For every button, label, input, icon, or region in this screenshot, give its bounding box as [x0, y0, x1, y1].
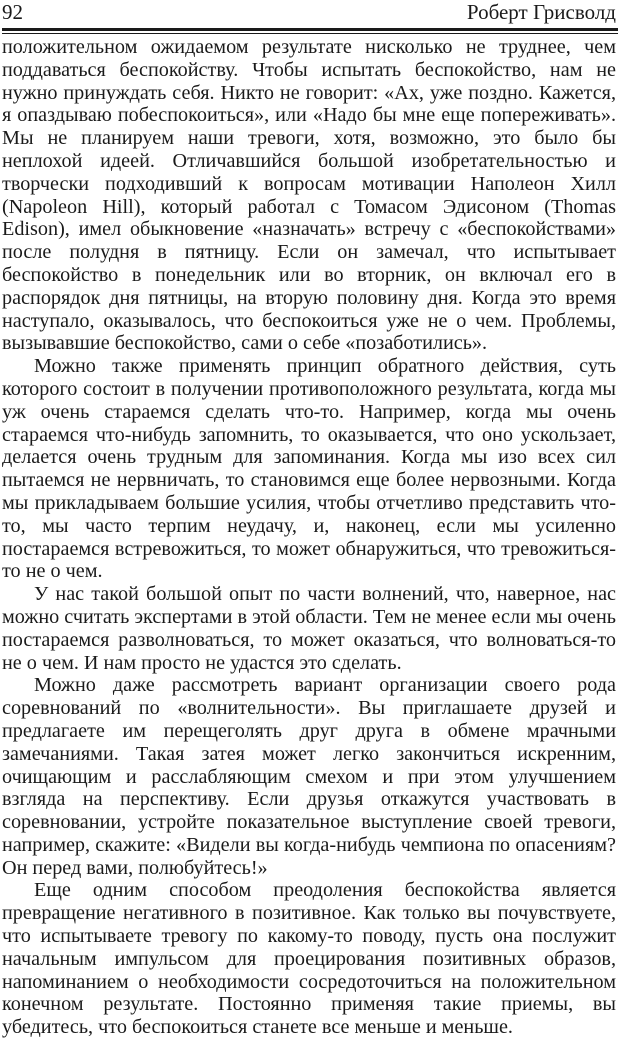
page-number: 92 [2, 0, 23, 24]
paragraph: У нас такой большой опыт по части волнений, что, наверное, нас можно считать экспертами в этой области. Тем не менее если мы очень постараемся разволноваться, то может оказаться, что волноваться-то не о чем. И нам просто не удастся это сделать. [2, 583, 616, 674]
paragraph: Еще одним способом преодоления беспокойства является превращение негативного в позитивное. Как только вы почувствуете, что испытываете тревогу по какому-то поводу, пусть она послужит начальным импульсом для проецирования позитивных образов, напоминанием о необходимости сосредоточиться на положительном конечном результате. Постоянно применяя такие приемы, вы убедитесь, что беспокоиться станете все меньше и меньше. [2, 879, 616, 1039]
body-text [2, 36, 616, 1039]
paragraph: Можно также применять принцип обратного действия, суть которого состоит в получении противоположного результата, когда мы уж очень стараемся сделать что-то. Например, когда мы очень стараемся что-нибудь запомнить, то оказывается, что оно ускользает, делается очень трудным для запоминания. Когда мы изо всех сил пытаемся не нервничать, то становимся еще более нервозными. Когда мы прикладываем большие усилия, чтобы отчетливо представить что-то, мы часто терпим неудачу, и, наконец, если мы усиленно постараемся встревожиться, то может обнаружиться, что тревожиться-то не о чем. [2, 355, 616, 583]
header-rule-thick [2, 28, 618, 31]
running-header [2, 0, 618, 26]
paragraph-continued: положительном ожидаемом результате нисколько не труднее, чем поддаваться беспокойству. Чтобы испытать беспокойство, нам не нужно принуждать себя. Никто не говорит: «Ах, уже поздно. Кажется, я опаздываю побеспокоиться», или «Надо бы мне еще попереживать». Мы не планируем наши тревоги, хотя, возможно, это было бы неплохой идеей. Отличавшийся большой изобретательностью и творчески подходивший к вопросам мотивации Наполеон Хилл (Napoleon Hill), который работал с Томасом Эдисоном (Thomas Edison), имел обыкновение «назначать» встречу с «беспокойствами» после полудня в пятницу. Если он замечал, что испытывает беспокойство в понедельник или во вторник, он включал его в распорядок дня пятницы, на вторую половину дня. Когда это время наступало, оказывалось, что беспокоиться уже не о чем. Проблемы, вызывавшие беспокойство, сами о себе «позаботились». [2, 36, 616, 355]
header-rule-thin [2, 33, 618, 34]
paragraph: Можно даже рассмотреть вариант организации своего рода соревнований по «волнительности». Вы приглашаете друзей и предлагаете им перещеголять друг друга в обмене мрачными замечаниями. Такая затея может легко закончиться искренним, очищающим и расслабляющим смехом и при этом улучшением взгляда на перспективу. Если друзья откажутся участвовать в соревновании, устройте показательное выступление своей тревоги, например, скажите: «Видели вы когда-нибудь чемпиона по опасениям? Он перед вами, полюбуйтесь!» [2, 674, 616, 879]
running-head-author: Роберт Грисволд [466, 0, 616, 24]
